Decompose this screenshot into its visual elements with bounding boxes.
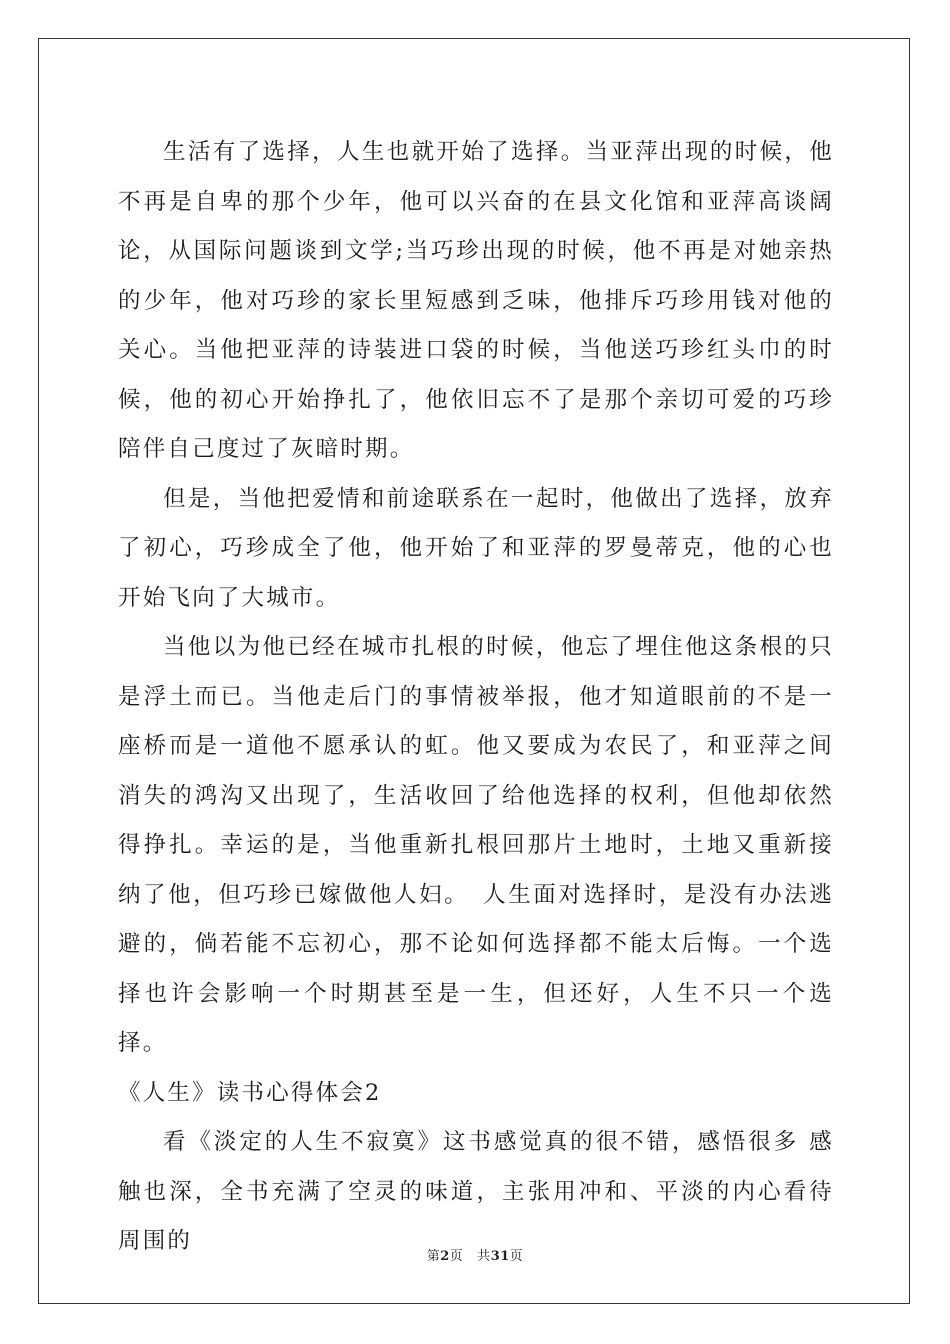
paragraph-3: 当他以为他已经在城市扎根的时候，他忘了埋住他这条根的只是浮土而已。当他走后门的事情被举报，他才知道眼前的不是一座桥而是一道他不愿承认的虹。他又要成为农民了，和亚萍之间消失的鸿沟又出现了，生活收回了给他选择的权利，但他却依然得挣扎。幸运的是，当他重新扎根回那片土地时，土地又重新接纳了他，但巧珍已嫁做他人妇。 人生面对选择时，是没有办法逃避的，倘若能不忘初心，那不论如何选择都不能太后悔。一个选择也许会影响一个时期甚至是一生，但还好，人生不只一个选择。: [118, 634, 834, 1056]
paragraph-4: 看《淡定的人生不寂寞》这书感觉真的很不错，感悟很多 感触也深，全书充满了空灵的味道，主张用冲和、平淡的内心看待周围的: [118, 1129, 834, 1254]
paragraph-1: 生活有了选择，人生也就开始了选择。当亚萍出现的时候，他不再是自卑的那个少年，他可以兴奋的在县文化馆和亚萍高谈阔论，从国际问题谈到文学;当巧珍出现的时候，他不再是对她亲热的少年，他对巧珍的家长里短感到乏味，他排斥巧珍用钱对他的关心。当他把亚萍的诗装进口袋的时候，当他送巧珍红头巾的时候，他的初心开始挣扎了，他依旧忘不了是那个亲切可爱的巧珍陪伴自己度过了灰暗时期。: [118, 139, 834, 462]
page-label-prefix: 第: [426, 1249, 441, 1264]
total-label-prefix: 共: [477, 1249, 491, 1264]
page-label-suffix: 页: [449, 1249, 464, 1264]
current-page-number: 2: [440, 1249, 450, 1264]
total-pages-number: 31: [490, 1249, 510, 1264]
section-heading: 《人生》读书心得体会2: [118, 1079, 382, 1106]
paragraph-2: 但是，当他把爱情和前途联系在一起时，他做出了选择，放弃了初心，巧珍成全了他，他开始了和亚萍的罗曼蒂克，他的心也开始飞向了大城市。: [118, 485, 834, 611]
page-footer: [0, 1248, 950, 1266]
total-label-suffix: 页: [509, 1249, 524, 1264]
document-body: [118, 128, 834, 1267]
